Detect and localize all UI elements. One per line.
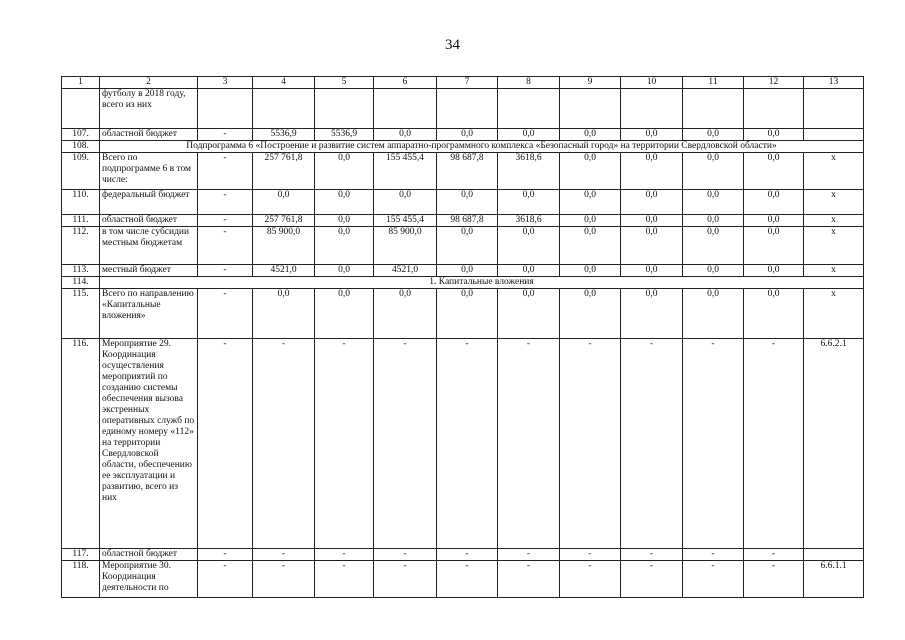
table-cell: 0,0 bbox=[374, 190, 437, 215]
table-cell bbox=[437, 89, 498, 129]
table-cell: 0,0 bbox=[374, 289, 437, 339]
table-cell: - bbox=[683, 339, 744, 549]
table-cell: 85 900,0 bbox=[374, 227, 437, 265]
table-cell: 0,0 bbox=[683, 153, 744, 190]
table-cell bbox=[744, 89, 804, 129]
table-cell bbox=[621, 89, 683, 129]
table-cell: 0,0 bbox=[744, 289, 804, 339]
table-cell: 0,0 bbox=[498, 289, 560, 339]
table-cell bbox=[374, 89, 437, 129]
table-cell: 257 761,8 bbox=[253, 153, 315, 190]
table-cell: 0,0 bbox=[315, 190, 374, 215]
table-cell: 0,0 bbox=[744, 227, 804, 265]
row-number: 112. bbox=[62, 227, 100, 265]
column-header: 13 bbox=[804, 77, 864, 89]
table-cell: 0,0 bbox=[683, 190, 744, 215]
table-cell: 0,0 bbox=[315, 215, 374, 227]
section-title: 1. Капитальные вложения bbox=[100, 277, 864, 289]
column-header: 11 bbox=[683, 77, 744, 89]
table-row bbox=[62, 215, 864, 227]
table-cell: 5536,9 bbox=[253, 129, 315, 141]
row-number: 110. bbox=[62, 190, 100, 215]
row-label: Мероприятие 29. Координация осуществления мероприятий по созданию системы обеспечения вызова экстренных оперативных служб по единому номеру «112» на территории Свердловской области, обеспечению ее эксплуатации и развитию, всего из них bbox=[100, 339, 198, 549]
table-cell: - bbox=[315, 561, 374, 598]
table-row bbox=[62, 289, 864, 339]
table-cell: 0,0 bbox=[498, 129, 560, 141]
table-cell: - bbox=[198, 265, 253, 277]
column-header: 9 bbox=[560, 77, 621, 89]
table-cell: - bbox=[498, 339, 560, 549]
table-cell: - bbox=[198, 153, 253, 190]
table-cell: 4521,0 bbox=[253, 265, 315, 277]
table-body bbox=[62, 77, 864, 598]
table-cell: 0,0 bbox=[683, 289, 744, 339]
row-label: в том числе субсидии местным бюджетам bbox=[100, 227, 198, 265]
table-cell: 0,0 bbox=[498, 227, 560, 265]
table-cell: - bbox=[374, 561, 437, 598]
table-cell: 0,0 bbox=[621, 215, 683, 227]
table-cell: - bbox=[744, 549, 804, 561]
table-cell: - bbox=[315, 339, 374, 549]
column-header: 2 bbox=[100, 77, 198, 89]
table-cell: x bbox=[804, 153, 864, 190]
table-cell: 4521,0 bbox=[374, 265, 437, 277]
table-cell: 0,0 bbox=[437, 289, 498, 339]
table-cell: 0,0 bbox=[621, 153, 683, 190]
table-cell: - bbox=[374, 549, 437, 561]
table-cell: 6.6.1.1 bbox=[804, 561, 864, 598]
table-cell: - bbox=[683, 549, 744, 561]
table-cell: 0,0 bbox=[315, 289, 374, 339]
table-cell: 0,0 bbox=[683, 215, 744, 227]
table-cell: - bbox=[198, 549, 253, 561]
table-cell: 0,0 bbox=[744, 129, 804, 141]
table-cell: 0,0 bbox=[315, 153, 374, 190]
table-cell: 0,0 bbox=[744, 265, 804, 277]
column-header: 4 bbox=[253, 77, 315, 89]
table-cell: - bbox=[437, 549, 498, 561]
table-cell: - bbox=[498, 561, 560, 598]
row-number bbox=[62, 89, 100, 129]
table-cell: 98 687,8 bbox=[437, 153, 498, 190]
row-label: местный бюджет bbox=[100, 265, 198, 277]
row-label: областной бюджет bbox=[100, 215, 198, 227]
table-row bbox=[62, 129, 864, 141]
table-cell: 0,0 bbox=[621, 265, 683, 277]
table-cell bbox=[315, 89, 374, 129]
column-header: 12 bbox=[744, 77, 804, 89]
table-cell: 0,0 bbox=[621, 289, 683, 339]
column-header: 10 bbox=[621, 77, 683, 89]
table-cell: 0,0 bbox=[498, 190, 560, 215]
row-label: Мероприятие 30. Координация деятельности по bbox=[100, 561, 198, 598]
table-cell: 0,0 bbox=[560, 289, 621, 339]
table-cell: 0,0 bbox=[253, 289, 315, 339]
table-cell: 0,0 bbox=[560, 215, 621, 227]
table-cell: 0,0 bbox=[374, 129, 437, 141]
table-cell: - bbox=[198, 129, 253, 141]
row-number: 116. bbox=[62, 339, 100, 549]
table-row bbox=[62, 190, 864, 215]
column-header-row bbox=[62, 77, 864, 89]
table-cell bbox=[253, 89, 315, 129]
column-header: 6 bbox=[374, 77, 437, 89]
row-number: 111. bbox=[62, 215, 100, 227]
table-row bbox=[62, 227, 864, 265]
table-row bbox=[62, 89, 864, 129]
table-row bbox=[62, 549, 864, 561]
table-cell bbox=[804, 129, 864, 141]
table-cell: 3618,6 bbox=[498, 215, 560, 227]
table-cell: - bbox=[683, 561, 744, 598]
table-cell: - bbox=[198, 215, 253, 227]
table-cell: 0,0 bbox=[621, 190, 683, 215]
table-cell: 0,0 bbox=[744, 215, 804, 227]
table-cell: 0,0 bbox=[560, 227, 621, 265]
table-cell bbox=[560, 89, 621, 129]
table-row bbox=[62, 339, 864, 549]
table-cell: 0,0 bbox=[621, 227, 683, 265]
table-cell: x bbox=[804, 190, 864, 215]
table-cell: 0,0 bbox=[498, 265, 560, 277]
table-row bbox=[62, 153, 864, 190]
table-cell: 257 761,8 bbox=[253, 215, 315, 227]
row-label: областной бюджет bbox=[100, 129, 198, 141]
table-cell bbox=[804, 89, 864, 129]
table-cell: 3618,6 bbox=[498, 153, 560, 190]
row-label: Всего по подпрограмме 6 в том числе: bbox=[100, 153, 198, 190]
table-cell: 0,0 bbox=[683, 265, 744, 277]
table-cell bbox=[498, 89, 560, 129]
row-number: 114. bbox=[62, 277, 100, 289]
table-cell: x bbox=[804, 227, 864, 265]
table-cell: - bbox=[253, 561, 315, 598]
table-cell: - bbox=[198, 227, 253, 265]
table-cell: - bbox=[560, 549, 621, 561]
table-row bbox=[62, 561, 864, 598]
table-cell bbox=[683, 89, 744, 129]
row-number: 107. bbox=[62, 129, 100, 141]
row-label: футболу в 2018 году, всего из них bbox=[100, 89, 198, 129]
budget-table bbox=[61, 76, 864, 598]
row-number: 108. bbox=[62, 141, 100, 153]
table-cell: 0,0 bbox=[621, 129, 683, 141]
table-cell: 0,0 bbox=[315, 265, 374, 277]
table-cell bbox=[804, 549, 864, 561]
row-number: 117. bbox=[62, 549, 100, 561]
table-cell: 0,0 bbox=[560, 265, 621, 277]
section-row bbox=[62, 141, 864, 153]
table-cell: 0,0 bbox=[315, 227, 374, 265]
column-header: 8 bbox=[498, 77, 560, 89]
row-number: 109. bbox=[62, 153, 100, 190]
table-cell: 6.6.2.1 bbox=[804, 339, 864, 549]
table-cell: 0,0 bbox=[744, 153, 804, 190]
table-cell: 0,0 bbox=[683, 227, 744, 265]
table-cell: - bbox=[498, 549, 560, 561]
table-cell: 0,0 bbox=[683, 129, 744, 141]
table-cell: 5536,9 bbox=[315, 129, 374, 141]
column-header: 7 bbox=[437, 77, 498, 89]
table-cell: 0,0 bbox=[744, 190, 804, 215]
table-cell: - bbox=[198, 561, 253, 598]
table-cell: 0,0 bbox=[437, 129, 498, 141]
table-cell: - bbox=[374, 339, 437, 549]
table-cell: - bbox=[437, 561, 498, 598]
table-cell: - bbox=[744, 561, 804, 598]
table-cell: - bbox=[560, 339, 621, 549]
table-cell bbox=[198, 89, 253, 129]
table-cell: 0,0 bbox=[437, 227, 498, 265]
table-cell: - bbox=[621, 339, 683, 549]
table-cell: x bbox=[804, 215, 864, 227]
table-cell: - bbox=[198, 190, 253, 215]
table-cell: - bbox=[621, 549, 683, 561]
row-number: 118. bbox=[62, 561, 100, 598]
section-title: Подпрограмма 6 «Построение и развитие систем аппаратно-программного комплекса «Безопасный город» на территории Свердловской области» bbox=[100, 141, 864, 153]
row-label: федеральный бюджет bbox=[100, 190, 198, 215]
column-header: 5 bbox=[315, 77, 374, 89]
section-row bbox=[62, 277, 864, 289]
table-cell: 0,0 bbox=[560, 190, 621, 215]
table-cell: 98 687,8 bbox=[437, 215, 498, 227]
table-cell: x bbox=[804, 265, 864, 277]
table-cell: 155 455,4 bbox=[374, 153, 437, 190]
table-cell: 85 900,0 bbox=[253, 227, 315, 265]
table-cell: - bbox=[253, 339, 315, 549]
table-cell: - bbox=[198, 339, 253, 549]
table-cell: 0,0 bbox=[253, 190, 315, 215]
table-cell: - bbox=[315, 549, 374, 561]
row-number: 115. bbox=[62, 289, 100, 339]
row-number: 113. bbox=[62, 265, 100, 277]
table-cell: - bbox=[744, 339, 804, 549]
table-row bbox=[62, 265, 864, 277]
table-cell: x bbox=[804, 289, 864, 339]
table-cell: - bbox=[560, 561, 621, 598]
row-label: областной бюджет bbox=[100, 549, 198, 561]
column-header: 1 bbox=[62, 77, 100, 89]
table-cell: - bbox=[621, 561, 683, 598]
table-cell: 0,0 bbox=[437, 190, 498, 215]
table-cell: 155 455,4 bbox=[374, 215, 437, 227]
page-number: 34 bbox=[445, 37, 460, 53]
table-cell: - bbox=[437, 339, 498, 549]
column-header: 3 bbox=[198, 77, 253, 89]
table-cell: - bbox=[253, 549, 315, 561]
table-cell: 0,0 bbox=[560, 129, 621, 141]
table-cell: - bbox=[198, 289, 253, 339]
table-cell: 0,0 bbox=[560, 153, 621, 190]
table-cell: 0,0 bbox=[437, 265, 498, 277]
row-label: Всего по направлению «Капитальные вложения» bbox=[100, 289, 198, 339]
